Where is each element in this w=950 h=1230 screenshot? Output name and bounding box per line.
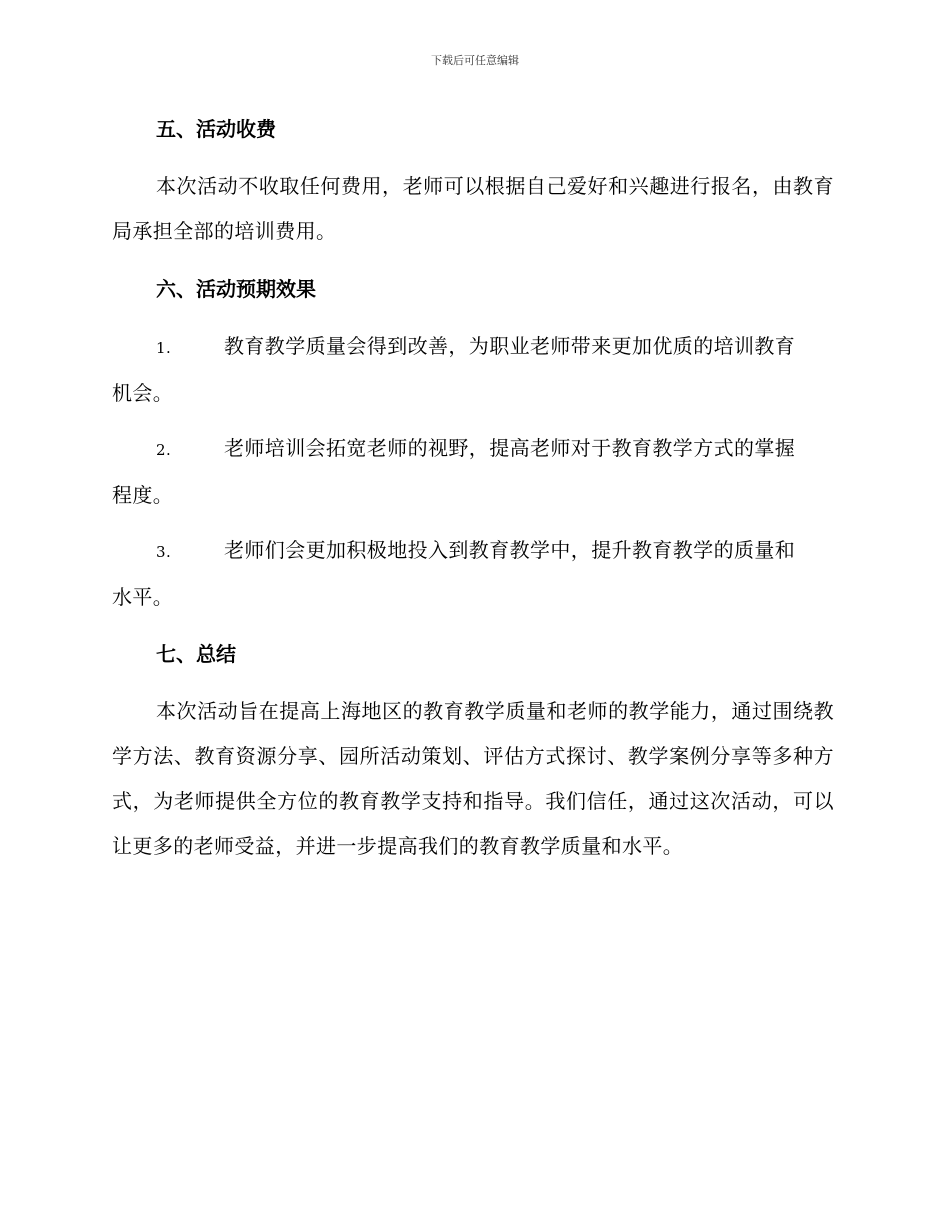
paragraph-summary: 本次活动旨在提高上海地区的教育教学质量和老师的教学能力，通过围绕教学方法、教育资源分享、园所活动策划、评估方式探讨、教学案例分享等多种方式，为老师提供全方位的教育教学支持和指导。我们信任，通过这次活动，可以让更多的老师受益，并进一步提高我们的教育教学质量和水平。	[112, 699, 834, 858]
list-item-text-line1: 老师们会更加积极地投入到教育教学中，提升教育教学的质量和	[224, 538, 796, 562]
list-item-text-line1: 老师培训会拓宽老师的视野，提高老师对于教育教学方式的掌握	[224, 436, 796, 460]
section-heading-summary: 七、总结	[156, 642, 236, 666]
paragraph-fee: 本次活动不收取任何费用，老师可以根据自己爱好和兴趣进行报名，由教育局承担全部的培训费用。	[112, 174, 834, 243]
section-heading-fee: 五、活动收费	[156, 117, 276, 141]
list-item-text-line2: 机会。	[112, 381, 174, 405]
list-item-number: 1.	[156, 339, 172, 357]
list-item-text-line2: 程度。	[112, 483, 174, 507]
section-heading-effects: 六、活动预期效果	[156, 277, 316, 301]
list-item-number: 2.	[156, 441, 172, 459]
list-item-text-line1: 教育教学质量会得到改善，为职业老师带来更加优质的培训教育	[224, 334, 796, 358]
list-item-effect-1	[112, 324, 834, 416]
list-item-effect-2	[112, 426, 834, 518]
page-header: 下载后可任意编辑	[431, 54, 519, 67]
list-item-text-line2: 水平。	[112, 585, 174, 609]
list-item-effect-3	[112, 528, 834, 620]
list-item-number: 3.	[156, 543, 172, 561]
